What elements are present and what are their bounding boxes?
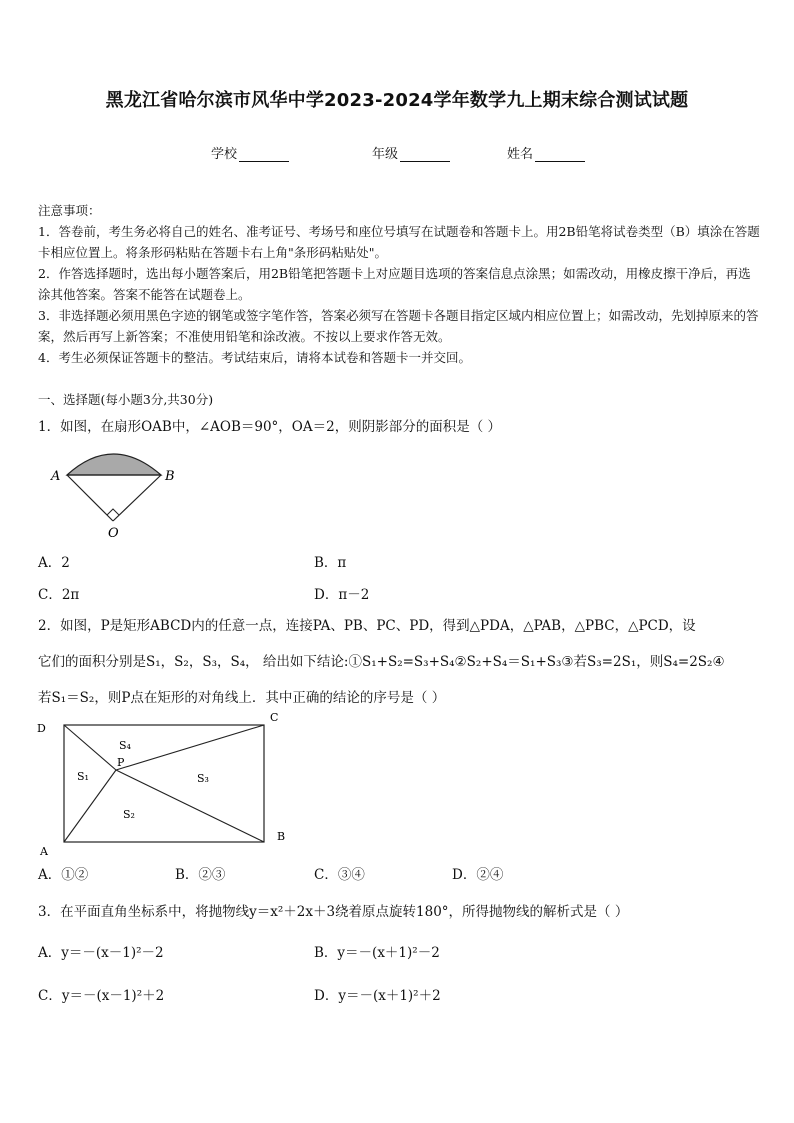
q1-option-a[interactable]: A．2 [38, 555, 70, 571]
q2-option-c[interactable]: C．③④ [314, 867, 365, 883]
label-s2: S₂ [123, 808, 135, 821]
q2-option-d[interactable]: D．②④ [452, 867, 504, 883]
segment-pd [64, 725, 116, 770]
notice-item: 2．作答选择题时，选出每小题答案后，用2B铅笔把答题卡上对应题目选项的答案信息点涂黑；如需改动，用橡皮擦干净后，再选涂其他答案。答案不能答在试题卷上。 [38, 266, 751, 302]
q2-option-b[interactable]: B．②③ [175, 867, 226, 883]
label-d: D [37, 722, 46, 735]
q3-option-c[interactable]: C．y＝－(x－1)²＋2 [38, 988, 165, 1004]
label-s1: S₁ [77, 770, 89, 783]
question-2-line1: 2．如图，P是矩形ABCD内的任意一点，连接PA、PB、PC、PD，得到△PDA，△PAB，△PBC，△PCD，设 [38, 618, 696, 634]
question-1-text: 1．如图，在扇形OAB中，∠AOB＝90°，OA＝2，则阴影部分的面积是（ ） [38, 419, 502, 435]
label-p: P [117, 756, 125, 769]
question-3-text: 3．在平面直角坐标系中，将抛物线y＝x²＋2x＋3绕着原点旋转180°，所得抛物线的解析式是（ ） [38, 904, 629, 920]
rectangle-abcd [64, 725, 264, 842]
question-2-line2: 它们的面积分别是S₁，S₂，S₃，S₄， 给出如下结论:①S₁+S₂=S₃+S₄②S₂+S₄＝S₁+S₃③若S₃=2S₁，则S₄=2S₂④ [38, 654, 725, 670]
shaded-segment [67, 454, 161, 475]
section-heading: 一、选择题(每小题3分,共30分) [38, 392, 214, 407]
label-o: O [108, 526, 119, 540]
sector-figure [45, 445, 185, 540]
notice-item: 3．非选择题必须用黑色字迹的钢笔或签字笔作答，答案必须写在答题卡各题目指定区域内相应位置上；如需改动，先划掉原来的答案，然后再写上新答案；不准使用铅笔和涂改液。不按以上要求作答无效。 [38, 308, 759, 344]
q1-option-b[interactable]: B．π [314, 555, 347, 571]
notice-block [38, 200, 760, 368]
grade-field [372, 143, 450, 162]
page-title: 黑龙江省哈尔滨市风华中学2023-2024学年数学九上期末综合测试试题 [105, 90, 689, 111]
label-s3: S₃ [197, 772, 209, 785]
school-field [211, 143, 289, 162]
q1-option-c[interactable]: C．2π [38, 587, 80, 603]
segment-pa [64, 770, 116, 842]
name-field [507, 143, 585, 162]
notice-item: 4．考生必须保证答题卡的整洁。考试结束后，请将本试卷和答题卡一并交回。 [38, 350, 471, 365]
segment-pc [116, 725, 264, 770]
label-s4: S₄ [119, 739, 131, 752]
label-c: C [270, 711, 279, 724]
notice-item: 1．答卷前，考生务必将自己的姓名、准考证号、考场号和座位号填写在试题卷和答题卡上。用2B铅笔将试卷类型（B）填涂在答题卡相应位置上。将条形码粘贴在答题卡右上角"条形码粘贴处"。 [38, 224, 760, 260]
q2-option-a[interactable]: A．①② [38, 867, 89, 883]
grade-blank [400, 147, 450, 162]
label-b: B [277, 830, 286, 843]
name-label: 姓名 [507, 147, 534, 162]
label-a: A [40, 845, 48, 858]
segment-pb [116, 770, 264, 842]
question-2-line3: 若S₁＝S₂，则P点在矩形的对角线上．其中正确的结论的序号是（ ） [38, 690, 446, 706]
right-angle-mark [107, 509, 119, 515]
school-blank [239, 147, 289, 162]
label-b: B [165, 469, 175, 484]
notice-heading: 注意事项： [38, 203, 101, 218]
radius-ob [113, 475, 161, 521]
q3-option-a[interactable]: A．y＝－(x－1)²－2 [38, 945, 164, 961]
label-a: A [51, 469, 61, 484]
q1-option-d[interactable]: D．π－2 [314, 587, 370, 603]
rectangle-figure [30, 710, 300, 860]
radius-oa [67, 475, 113, 521]
school-label: 学校 [211, 147, 238, 162]
q3-option-d[interactable]: D．y＝－(x＋1)²＋2 [314, 988, 441, 1004]
grade-label: 年级 [372, 147, 399, 162]
q3-option-b[interactable]: B．y＝－(x＋1)²－2 [314, 945, 440, 961]
name-blank [535, 147, 585, 162]
